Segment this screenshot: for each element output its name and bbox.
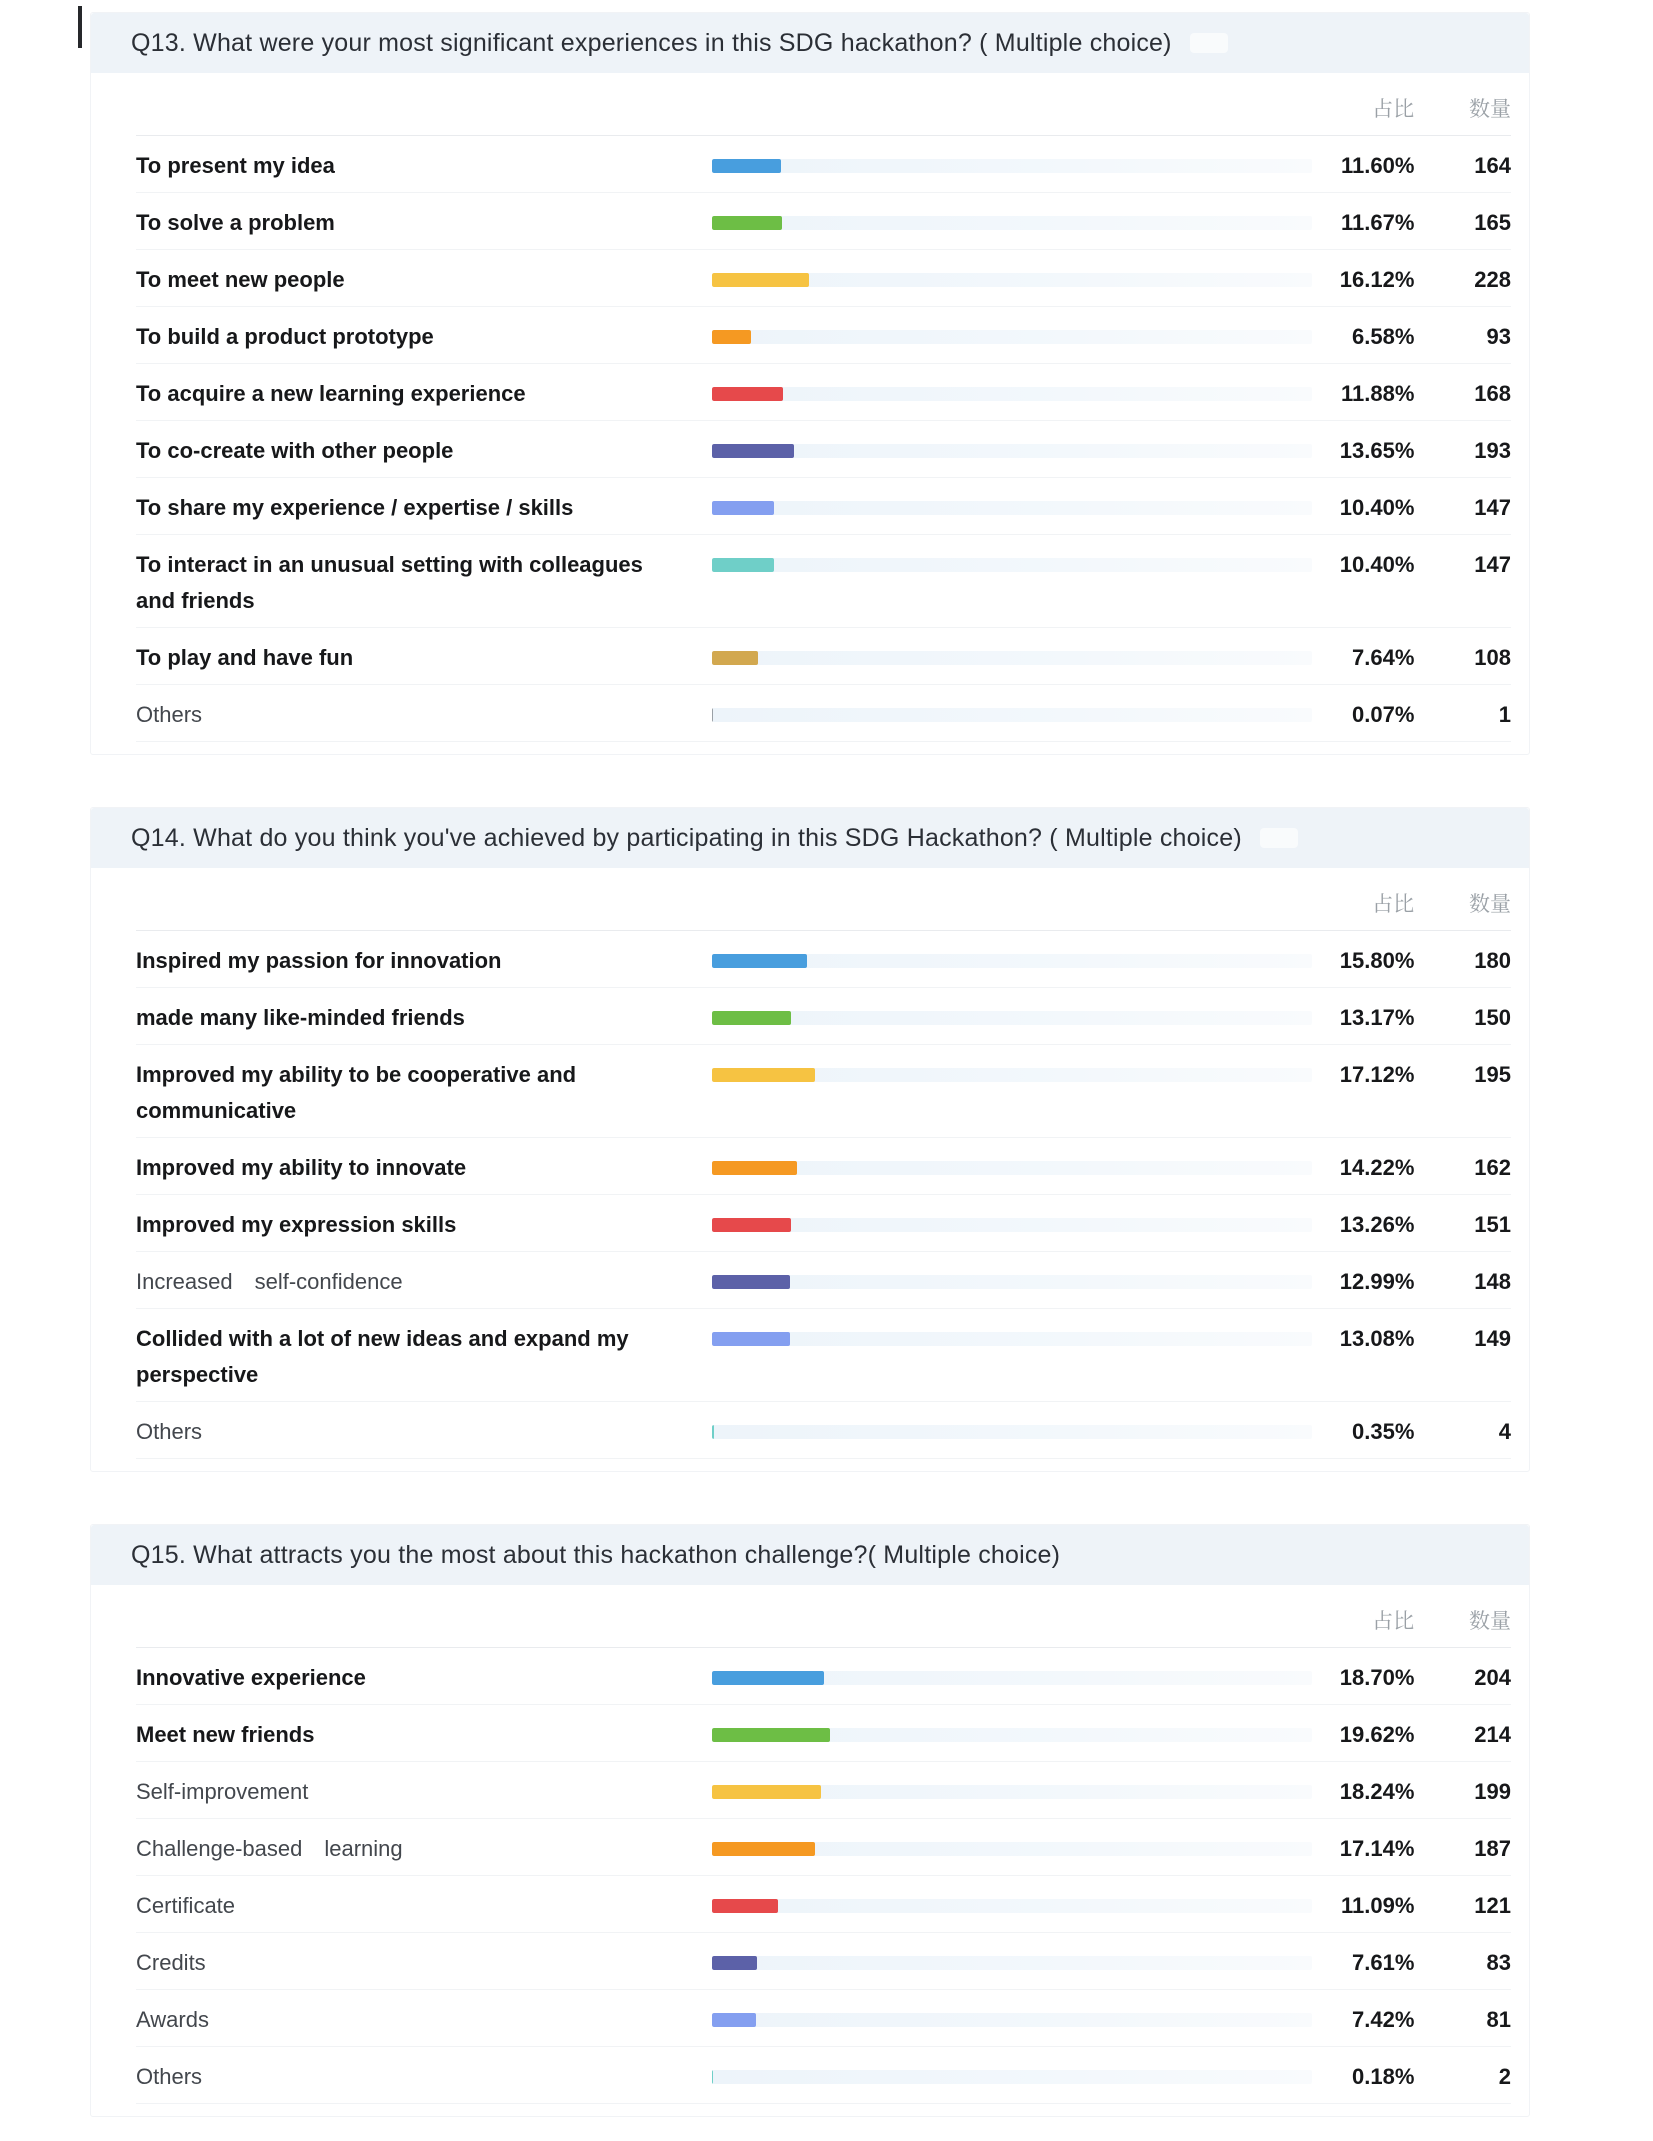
- percent-value: 0.18%: [1352, 2064, 1415, 2089]
- answer-row: [136, 1648, 1511, 1705]
- answer-label: Inspired my passion for innovation: [136, 948, 502, 973]
- bar-track: [712, 1956, 1312, 1970]
- answer-row: [136, 1309, 1511, 1402]
- answer-row: [136, 535, 1511, 628]
- answer-label: Others: [136, 2064, 203, 2089]
- answer-row: [136, 685, 1511, 742]
- count-value: 83: [1486, 1950, 1511, 1975]
- answer-label: Credits: [136, 1950, 206, 1975]
- count-value: 1: [1498, 702, 1511, 727]
- count-column-header: 数量: [1469, 98, 1511, 121]
- answer-label: Self-improvement: [136, 1779, 309, 1804]
- bar-track: [712, 273, 1312, 287]
- answer-row: [136, 628, 1511, 685]
- percent-value: 11.88%: [1340, 381, 1415, 406]
- bar-fill: [712, 558, 774, 572]
- bar-fill: [712, 954, 807, 968]
- bar-fill: [712, 651, 758, 665]
- percent-value: 10.40%: [1339, 495, 1415, 520]
- count-value: 204: [1474, 1665, 1511, 1690]
- count-value: 108: [1474, 645, 1511, 670]
- scan-artifact-mark: [78, 6, 82, 48]
- percent-column-header: 占比: [1372, 893, 1415, 916]
- bar-fill: [712, 273, 809, 287]
- percent-value: 13.26%: [1339, 1212, 1415, 1237]
- count-value: 187: [1474, 1836, 1511, 1861]
- question-header: [91, 13, 1529, 73]
- bar-track: [712, 444, 1312, 458]
- answer-label: To build a product prototype: [136, 324, 434, 349]
- bar-fill: [712, 1899, 779, 1913]
- question-panel-q13: [90, 12, 1530, 755]
- bar-fill: [712, 159, 782, 173]
- count-column-header: 数量: [1469, 1610, 1511, 1633]
- column-headers: [136, 1599, 1511, 1648]
- bar-fill: [712, 330, 751, 344]
- answer-row: [136, 1876, 1511, 1933]
- bar-track: [712, 558, 1312, 572]
- bar-fill: [712, 387, 783, 401]
- bar-track: [712, 1671, 1312, 1685]
- bar-track: [712, 159, 1312, 173]
- answer-row: [136, 1252, 1511, 1309]
- percent-value: 19.62%: [1339, 1722, 1415, 1747]
- answer-label: made many like-minded friends: [136, 1005, 465, 1030]
- answer-row: [136, 250, 1511, 307]
- count-value: 164: [1474, 153, 1511, 178]
- answer-label: Innovative experience: [136, 1665, 366, 1690]
- count-value: 165: [1474, 210, 1511, 235]
- bar-track: [712, 1728, 1312, 1742]
- count-value: 93: [1486, 324, 1511, 349]
- count-value: 214: [1474, 1722, 1511, 1747]
- percent-value: 13.17%: [1339, 1005, 1415, 1030]
- answer-rows: [136, 136, 1511, 742]
- count-value: 180: [1474, 948, 1511, 973]
- bar-fill: [712, 1161, 797, 1175]
- answer-label: Meet new friends: [136, 1722, 315, 1747]
- question-title: Q14. What do you think you've achieved by participating in this SDG Hackathon? ( Multiple choice): [131, 823, 1242, 852]
- percent-value: 7.64%: [1352, 645, 1415, 670]
- bar-fill: [712, 1068, 815, 1082]
- question-body: [91, 73, 1529, 754]
- count-value: 162: [1474, 1155, 1511, 1180]
- percent-value: 11.09%: [1340, 1893, 1415, 1918]
- answer-rows: [136, 931, 1511, 1459]
- percent-value: 0.35%: [1352, 1419, 1415, 1444]
- percent-value: 7.61%: [1352, 1950, 1415, 1975]
- answer-row: [136, 478, 1511, 535]
- count-value: 228: [1474, 267, 1511, 292]
- bar-track: [712, 1011, 1312, 1025]
- answer-label: To present my idea: [136, 153, 335, 178]
- answer-label: Others: [136, 702, 203, 727]
- question-header: [91, 808, 1529, 868]
- question-title: Q13. What were your most significant experiences in this SDG hackathon? ( Multiple choice): [131, 28, 1172, 57]
- percent-value: 11.60%: [1340, 153, 1415, 178]
- answer-label: To share my experience / expertise / skills: [136, 495, 574, 520]
- answer-rows: [136, 1648, 1511, 2104]
- percent-value: 18.70%: [1339, 1665, 1415, 1690]
- answer-label: To co-create with other people: [136, 438, 454, 463]
- bar-fill: [712, 1671, 824, 1685]
- answer-label: Improved my expression skills: [136, 1212, 457, 1237]
- bar-track: [712, 1899, 1312, 1913]
- answer-label: Challenge-based learning: [136, 1836, 403, 1861]
- bar-fill: [712, 216, 782, 230]
- bar-track: [712, 501, 1312, 515]
- percent-column-header: 占比: [1372, 1610, 1415, 1633]
- percent-value: 14.22%: [1339, 1155, 1415, 1180]
- question-body: [91, 868, 1529, 1471]
- answer-label: Certificate: [136, 1893, 236, 1918]
- percent-value: 17.12%: [1339, 1062, 1415, 1087]
- question-panel-q15: [90, 1524, 1530, 2117]
- bar-track: [712, 1275, 1312, 1289]
- bar-track: [712, 708, 1312, 722]
- percent-value: 0.07%: [1352, 702, 1415, 727]
- percent-value: 15.80%: [1339, 948, 1415, 973]
- percent-value: 13.65%: [1339, 438, 1415, 463]
- answer-row: [136, 1138, 1511, 1195]
- column-headers: [136, 882, 1511, 931]
- question-body: [91, 1585, 1529, 2116]
- bar-track: [712, 651, 1312, 665]
- percent-value: 17.14%: [1339, 1836, 1415, 1861]
- column-headers: [136, 87, 1511, 136]
- bar-track: [712, 1785, 1312, 1799]
- answer-row: [136, 1762, 1511, 1819]
- answer-row: [136, 2047, 1511, 2104]
- answer-row: [136, 1045, 1511, 1138]
- count-value: 81: [1486, 2007, 1511, 2032]
- answer-label: To interact in an unusual setting with colleagues and friends: [136, 552, 643, 613]
- answer-row: [136, 1195, 1511, 1252]
- count-value: 193: [1474, 438, 1511, 463]
- bar-fill: [712, 501, 774, 515]
- blurred-badge: [1190, 33, 1228, 53]
- bar-fill: [712, 1842, 815, 1856]
- answer-row: [136, 193, 1511, 250]
- percent-value: 10.40%: [1339, 552, 1415, 577]
- bar-fill: [712, 1425, 714, 1439]
- bar-track: [712, 2013, 1312, 2027]
- bar-fill: [712, 1728, 830, 1742]
- count-value: 147: [1474, 495, 1511, 520]
- answer-row: [136, 1933, 1511, 1990]
- percent-value: 11.67%: [1340, 210, 1415, 235]
- answer-label: Awards: [136, 2007, 209, 2032]
- answer-label: To acquire a new learning experience: [136, 381, 526, 406]
- count-value: 150: [1474, 1005, 1511, 1030]
- percent-value: 18.24%: [1339, 1779, 1415, 1804]
- bar-track: [712, 1842, 1312, 1856]
- percent-value: 6.58%: [1352, 324, 1415, 349]
- question-title: Q15. What attracts you the most about this hackathon challenge?( Multiple choice): [131, 1540, 1061, 1569]
- percent-value: 16.12%: [1339, 267, 1415, 292]
- bar-track: [712, 954, 1312, 968]
- bar-track: [712, 387, 1312, 401]
- answer-row: [136, 136, 1511, 193]
- bar-fill: [712, 1956, 758, 1970]
- answer-row: [136, 307, 1511, 364]
- bar-fill: [712, 1011, 791, 1025]
- count-value: 4: [1498, 1419, 1511, 1444]
- answer-label: Improved my ability to be cooperative and communicative: [136, 1062, 577, 1123]
- bar-fill: [712, 2013, 757, 2027]
- bar-fill: [712, 1275, 790, 1289]
- count-value: 149: [1474, 1326, 1511, 1351]
- bar-fill: [712, 1332, 790, 1346]
- answer-label: To meet new people: [136, 267, 345, 292]
- answer-row: [136, 421, 1511, 478]
- percent-value: 7.42%: [1352, 2007, 1415, 2032]
- count-value: 199: [1474, 1779, 1511, 1804]
- bar-track: [712, 216, 1312, 230]
- bar-fill: [712, 1218, 792, 1232]
- count-value: 195: [1474, 1062, 1511, 1087]
- answer-row: [136, 1402, 1511, 1459]
- answer-label: To play and have fun: [136, 645, 354, 670]
- bar-track: [712, 330, 1312, 344]
- answer-label: To solve a problem: [136, 210, 335, 235]
- blurred-badge: [1260, 828, 1298, 848]
- answer-label: Improved my ability to innovate: [136, 1155, 467, 1180]
- percent-value: 12.99%: [1339, 1269, 1415, 1294]
- bar-track: [712, 1161, 1312, 1175]
- count-value: 121: [1474, 1893, 1511, 1918]
- bar-track: [712, 1218, 1312, 1232]
- count-value: 151: [1474, 1212, 1511, 1237]
- count-value: 147: [1474, 552, 1511, 577]
- bar-track: [712, 1332, 1312, 1346]
- count-value: 148: [1474, 1269, 1511, 1294]
- percent-column-header: 占比: [1372, 98, 1415, 121]
- answer-row: [136, 988, 1511, 1045]
- bar-fill: [712, 444, 794, 458]
- bar-fill: [712, 2070, 713, 2084]
- bar-fill: [712, 1785, 821, 1799]
- count-value: 2: [1498, 2064, 1511, 2089]
- answer-row: [136, 364, 1511, 421]
- answer-row: [136, 1990, 1511, 2047]
- bar-track: [712, 2070, 1312, 2084]
- percent-value: 13.08%: [1339, 1326, 1415, 1351]
- answer-label: Increased self-confidence: [136, 1269, 403, 1294]
- bar-track: [712, 1425, 1312, 1439]
- answer-row: [136, 1705, 1511, 1762]
- question-header: [91, 1525, 1529, 1585]
- answer-label: Collided with a lot of new ideas and expand my perspective: [136, 1326, 629, 1387]
- question-panel-q14: [90, 807, 1530, 1472]
- answer-row: [136, 931, 1511, 988]
- count-value: 168: [1474, 381, 1511, 406]
- answer-row: [136, 1819, 1511, 1876]
- bar-track: [712, 1068, 1312, 1082]
- count-column-header: 数量: [1469, 893, 1511, 916]
- answer-label: Others: [136, 1419, 203, 1444]
